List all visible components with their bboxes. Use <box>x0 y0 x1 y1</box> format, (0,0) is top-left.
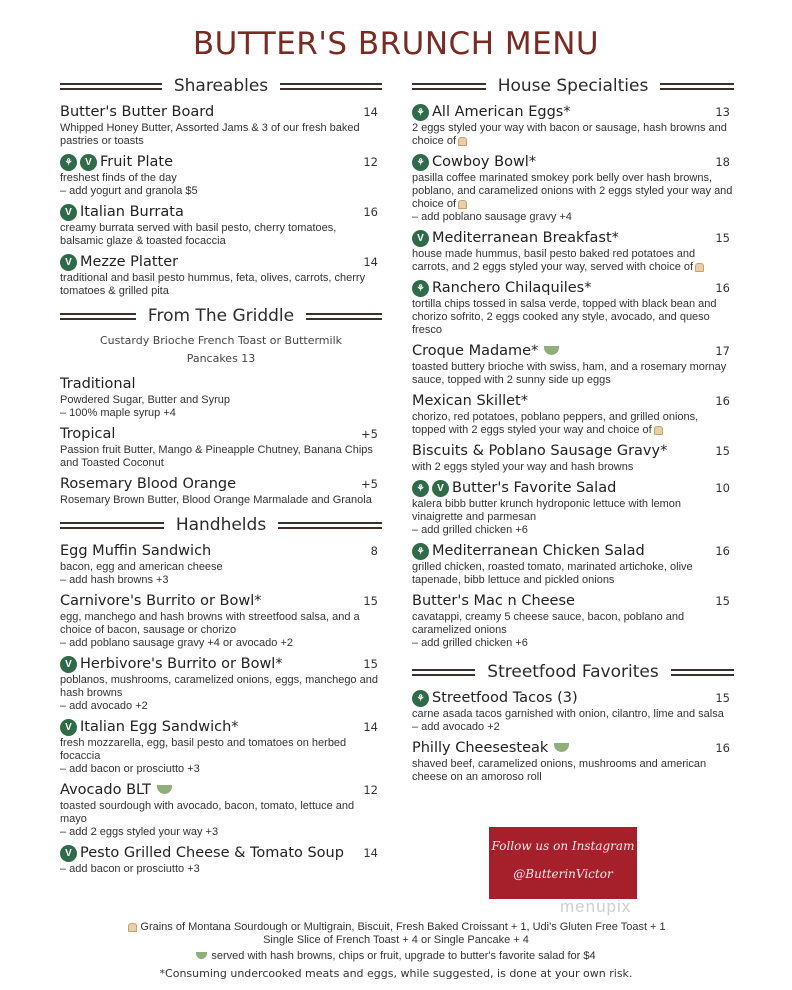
section-handhelds <box>60 511 382 876</box>
bread-note <box>0 921 792 947</box>
toast-icon <box>654 426 663 435</box>
menu-item-description <box>412 211 734 224</box>
vegetarian-icon: V <box>432 480 449 497</box>
watermark: menupix <box>560 897 632 916</box>
description-text: creamy burrata served with basil pesto, cherry tomatoes, balsamic glaze & toasted focaccia <box>60 222 337 247</box>
description-text: freshest finds of the day <box>60 172 177 184</box>
menu-item-name: Carnivore's Burrito or Bowl* <box>60 593 262 609</box>
section-title: House Specialties <box>497 76 649 96</box>
menu-item-price: 17 <box>715 344 730 358</box>
menu-item-header <box>412 278 734 298</box>
menu-item-header <box>412 441 734 461</box>
menu-item-price: 16 <box>715 741 730 755</box>
menu-item-description <box>412 524 734 537</box>
vegetarian-icon: V <box>60 254 77 271</box>
menu-item-name: Butter's Favorite Salad <box>452 480 617 496</box>
menu-item-price: 15 <box>363 594 378 608</box>
menu-item-price: 13 <box>715 105 730 119</box>
menu-item-description <box>412 758 734 784</box>
section-griddle <box>60 302 382 507</box>
menu-item-price: 8 <box>370 544 378 558</box>
description-text: – add avocado +2 <box>60 700 148 712</box>
menu-item <box>60 252 382 298</box>
menu-item-description <box>412 411 734 437</box>
menu-item <box>60 717 382 776</box>
menu-item-price: 15 <box>363 657 378 671</box>
menu-item <box>60 474 382 507</box>
menu-item-description <box>60 763 382 776</box>
section-title: Handhelds <box>175 515 267 535</box>
menu-item-name: All American Eggs* <box>432 104 571 120</box>
griddle-subtitle <box>60 332 382 368</box>
side-note-text: served with hash browns, chips or fruit, upgrade to butter's favorite salad for $4 <box>211 950 596 962</box>
menu-item-header <box>412 541 734 561</box>
side-dish-icon <box>554 743 569 752</box>
menu-item-description <box>60 700 382 713</box>
toast-icon <box>458 200 467 209</box>
menu-item-name: Mediterranean Breakfast* <box>432 230 619 246</box>
vegetarian-icon: V <box>60 656 77 673</box>
menu-item-header <box>412 688 734 708</box>
menu-item-price: 18 <box>715 155 730 169</box>
menu-item-description <box>412 361 734 387</box>
menu-item-header <box>412 478 734 498</box>
description-text: – add avocado +2 <box>412 721 500 733</box>
menu-item <box>60 654 382 713</box>
menu-item-name: Mediterranean Chicken Salad <box>432 543 645 559</box>
menu-title: BUTTER'S BRUNCH MENU <box>192 26 600 62</box>
description-text: – 100% maple syrup +4 <box>60 407 176 419</box>
description-text: house made hummus, basil pesto baked red potatoes and carrots, and 2 eggs styled your way, served with choice of <box>412 248 696 273</box>
divider <box>671 669 734 676</box>
divider <box>280 83 382 90</box>
description-text: poblanos, mushrooms, caramelized onions, eggs, manchego and hash browns <box>60 674 378 699</box>
menu-item-header <box>412 228 734 248</box>
menu-item <box>412 102 734 148</box>
menu-item-description <box>60 737 382 763</box>
menu-item-name: Mexican Skillet* <box>412 393 528 409</box>
griddle-subtitle-line1: Custardy Brioche French Toast or Buttermilk <box>99 334 342 347</box>
description-text: – add hash browns +3 <box>60 574 169 586</box>
menu-item-name: Cowboy Bowl* <box>432 154 537 170</box>
side-dish-icon <box>544 346 559 355</box>
menu-item <box>60 780 382 839</box>
menu-item-name: Tropical <box>60 426 116 442</box>
menu-item <box>412 152 734 224</box>
description-text: 2 eggs styled your way with bacon or sausage, hash browns and choice of <box>412 122 727 147</box>
menu-item-description <box>412 498 734 524</box>
menu-item <box>412 391 734 437</box>
menu-item-name: Fruit Plate <box>100 154 174 170</box>
menu-item-description <box>60 611 382 637</box>
description-text: bacon, egg and american cheese <box>60 561 223 573</box>
description-text: with 2 eggs styled your way and hash browns <box>412 461 634 473</box>
menu-item-header <box>60 843 382 863</box>
menu-item-header <box>60 541 382 561</box>
menu-item <box>412 441 734 474</box>
description-text: toasted sourdough with avocado, bacon, tomato, lettuce and mayo <box>60 800 355 825</box>
section-title: From The Griddle <box>147 306 295 326</box>
menu-item-description <box>60 494 382 507</box>
menu-item <box>412 278 734 337</box>
menu-item-header <box>60 780 382 800</box>
description-text: pasilla coffee marinated smokey pork belly over hash browns, poblano, and caramelized onions with 2 eggs styled your way and choice of <box>412 172 733 210</box>
menu-item-name: Streetfood Tacos (3) <box>432 690 578 706</box>
menu-item-header <box>412 391 734 411</box>
gluten-free-icon: ⚘ <box>412 154 429 171</box>
bread-note-line2: Single Slice of French Toast + 4 or Single Pancake + 4 <box>263 934 529 946</box>
section-header <box>60 302 382 330</box>
menu-item-description <box>412 298 734 337</box>
menu-item-description <box>60 172 382 185</box>
divider <box>412 83 486 90</box>
menu-item-description <box>60 800 382 826</box>
menu-item-header <box>60 202 382 222</box>
menu-item-header <box>60 152 382 172</box>
menu-item <box>60 541 382 587</box>
description-text: carne asada tacos garnished with onion, cilantro, lime and salsa <box>412 708 724 720</box>
description-text: grilled chicken, roasted tomato, marinated artichoke, olive tapenade, bibb lettuce and pickled onions <box>412 561 693 586</box>
section-header <box>60 72 382 100</box>
menu-item-name: Egg Muffin Sandwich <box>60 543 212 559</box>
menu-item-header <box>60 252 382 272</box>
bread-note-line1: Grains of Montana Sourdough or Multigrain, Biscuit, Fresh Baked Croissant + 1, Udi's Gluten Free Toast + 1 <box>140 921 666 933</box>
vegetarian-icon: V <box>412 230 429 247</box>
menu-item-header <box>60 591 382 611</box>
menu-item-description <box>412 637 734 650</box>
description-text: – add grilled chicken +6 <box>412 524 528 536</box>
toast-icon <box>695 263 704 272</box>
description-text: Whipped Honey Butter, Assorted Jams & 3 of our fresh baked pastries or toasts <box>60 122 360 147</box>
menu-item-price: 16 <box>363 205 378 219</box>
menu-item-price: 15 <box>715 594 730 608</box>
description-text: – add grilled chicken +6 <box>412 637 528 649</box>
menu-item-name: Italian Egg Sandwich* <box>80 719 239 735</box>
menu-item-header <box>60 717 382 737</box>
menu-item-price: +5 <box>361 477 378 491</box>
section-house-specialties <box>412 72 734 650</box>
menu-item <box>412 341 734 387</box>
description-text: – add poblano sausage gravy +4 or avocado +2 <box>60 637 294 649</box>
description-text: – add bacon or prosciutto +3 <box>60 763 200 775</box>
menu-item <box>412 738 734 784</box>
menu-item-description <box>412 611 734 637</box>
menu-item-price: 15 <box>715 691 730 705</box>
divider <box>412 669 475 676</box>
disclaimer: *Consuming undercooked meats and eggs, while suggested, is done at your own risk. <box>159 967 633 980</box>
menu-item-description <box>412 708 734 721</box>
section-header <box>412 72 734 100</box>
menu-item-price: 14 <box>363 255 378 269</box>
gluten-free-icon: ⚘ <box>412 690 429 707</box>
menu-item <box>412 591 734 650</box>
menu-item-header <box>60 374 382 394</box>
menu-item-header <box>60 102 382 122</box>
gluten-free-icon: ⚘ <box>60 154 77 171</box>
menu-item-name: Italian Burrata <box>80 204 184 220</box>
instagram-handle[interactable]: @ButterinVictor <box>513 867 613 881</box>
menu-item-description <box>60 407 382 420</box>
menu-item-description <box>60 122 382 148</box>
menu-item-name: Traditional <box>60 376 136 392</box>
menu-item-name: Butter's Mac n Cheese <box>412 593 575 609</box>
menu-item-price: 14 <box>363 846 378 860</box>
menu-item-name: Philly Cheesesteak <box>412 740 549 756</box>
vegetarian-icon: V <box>60 204 77 221</box>
section-header <box>412 658 734 686</box>
menu-item-name: Butter's Butter Board <box>60 104 215 120</box>
menu-item-price: 16 <box>715 544 730 558</box>
menu-item-price: 16 <box>715 394 730 408</box>
gluten-free-icon: ⚘ <box>412 280 429 297</box>
description-text: cavatappi, creamy 5 cheese sauce, bacon, poblano and caramelized onions <box>412 611 685 636</box>
menu-item-price: 12 <box>363 155 378 169</box>
menu-item <box>60 202 382 248</box>
menu-item-name: Ranchero Chilaquiles* <box>432 280 592 296</box>
menu-item-description <box>60 185 382 198</box>
menu-item-price: 14 <box>363 105 378 119</box>
side-note <box>0 950 792 963</box>
side-dish-icon <box>157 785 172 794</box>
menu-item-header <box>412 152 734 172</box>
divider <box>278 522 382 529</box>
menu-item-description <box>60 863 382 876</box>
divider <box>306 313 382 320</box>
menu-item-price: 10 <box>715 481 730 495</box>
menu-item-description <box>60 674 382 700</box>
menu-item-description <box>412 561 734 587</box>
menu-item-header <box>412 738 734 758</box>
menu-item <box>60 374 382 420</box>
menu-item-name: Herbivore's Burrito or Bowl* <box>80 656 283 672</box>
menu-item-price: +5 <box>361 427 378 441</box>
vegetarian-icon: V <box>60 719 77 736</box>
left-column <box>60 72 382 880</box>
menu-item-name: Pesto Grilled Cheese & Tomato Soup <box>80 845 344 861</box>
menu-item-description <box>60 637 382 650</box>
menu-item-description <box>60 272 382 298</box>
menu-item-header <box>412 102 734 122</box>
instagram-box[interactable] <box>489 827 637 899</box>
menu-item-name: Croque Madame* <box>412 343 539 359</box>
gluten-free-icon: ⚘ <box>412 543 429 560</box>
toast-icon <box>128 923 137 932</box>
description-text: Passion fruit Butter, Mango & Pineapple Chutney, Banana Chips and Toasted Coconut <box>60 444 373 469</box>
menu-item <box>412 228 734 274</box>
menu-item <box>60 843 382 876</box>
menu-item-description <box>60 561 382 574</box>
description-text: tortilla chips tossed in salsa verde, topped with black bean and chorizo sofrito, 2 eggs cooked any style, avocado, and queso fresco <box>412 298 717 336</box>
description-text: Powdered Sugar, Butter and Syrup <box>60 394 230 406</box>
toast-icon <box>458 137 467 146</box>
menu-item <box>60 152 382 198</box>
description-text: shaved beef, caramelized onions, mushrooms and american cheese on an amoroso roll <box>412 758 707 783</box>
menu-item-description <box>60 444 382 470</box>
description-text: toasted buttery brioche with swiss, ham, and a rosemary mornay sauce, topped with 2 sunny side up eggs <box>412 361 727 386</box>
menu-item-name: Biscuits & Poblano Sausage Gravy* <box>412 443 668 459</box>
description-text: – add 2 eggs styled your way +3 <box>60 826 219 838</box>
menu-item-header <box>60 474 382 494</box>
menu-item-price: 14 <box>363 720 378 734</box>
menu-item-header <box>60 654 382 674</box>
section-title: Shareables <box>173 76 269 96</box>
menu-item-description <box>60 826 382 839</box>
menu-item-price: 12 <box>363 783 378 797</box>
menu-item-description <box>60 394 382 407</box>
menu-item-description <box>60 574 382 587</box>
menu-item-header <box>60 424 382 444</box>
description-text: kalera bibb butter krunch hydroponic lettuce with lemon vinaigrette and parmesan <box>412 498 682 523</box>
divider <box>60 522 164 529</box>
menu-item-description <box>412 721 734 734</box>
menu-item-header <box>412 591 734 611</box>
section-title: Streetfood Favorites <box>487 662 659 682</box>
gluten-free-icon: ⚘ <box>412 480 429 497</box>
menu-item <box>412 541 734 587</box>
side-dish-icon <box>196 952 207 959</box>
section-header <box>60 511 382 539</box>
vegetarian-icon: V <box>80 154 97 171</box>
section-streetfood <box>412 658 734 784</box>
gluten-free-icon: ⚘ <box>412 104 429 121</box>
menu-item <box>412 688 734 734</box>
divider <box>660 83 734 90</box>
menu-item-name: Mezze Platter <box>80 254 179 270</box>
vegetarian-icon: V <box>60 845 77 862</box>
description-text: egg, manchego and hash browns with streetfood salsa, and a choice of bacon, sausage or chorizo <box>60 611 360 636</box>
menu-item-description <box>412 172 734 211</box>
description-text: – add yogurt and granola $5 <box>60 185 198 197</box>
description-text: Rosemary Brown Butter, Blood Orange Marmalade and Granola <box>60 494 372 506</box>
menu-item-description <box>60 222 382 248</box>
right-column <box>412 72 734 788</box>
divider <box>60 313 136 320</box>
menu-item-price: 15 <box>715 231 730 245</box>
menu-item-price: 16 <box>715 281 730 295</box>
description-text: – add bacon or prosciutto +3 <box>60 863 200 875</box>
description-text: traditional and basil pesto hummus, feta, olives, carrots, cherry tomatoes & grilled pita <box>60 272 366 297</box>
menu-item-description <box>412 248 734 274</box>
description-text: chorizo, red potatoes, poblano peppers, and grilled onions, topped with 2 eggs styled your way and choice of <box>412 411 699 436</box>
section-shareables <box>60 72 382 298</box>
griddle-subtitle-line2: Pancakes 13 <box>186 352 256 365</box>
instagram-label: Follow us on Instagram <box>491 839 635 853</box>
menu-item <box>60 591 382 650</box>
menu-item-description <box>412 122 734 148</box>
menu-item-header <box>412 341 734 361</box>
menu-item <box>412 478 734 537</box>
menu-item <box>60 102 382 148</box>
menu-item <box>60 424 382 470</box>
menu-item-name: Rosemary Blood Orange <box>60 476 237 492</box>
menu-item-description <box>412 461 734 474</box>
description-text: – add poblano sausage gravy +4 <box>412 211 572 223</box>
menu-item-name: Avocado BLT <box>60 782 151 798</box>
menu-item-price: 15 <box>715 444 730 458</box>
description-text: fresh mozzarella, egg, basil pesto and tomatoes on herbed focaccia <box>60 737 347 762</box>
divider <box>60 83 162 90</box>
